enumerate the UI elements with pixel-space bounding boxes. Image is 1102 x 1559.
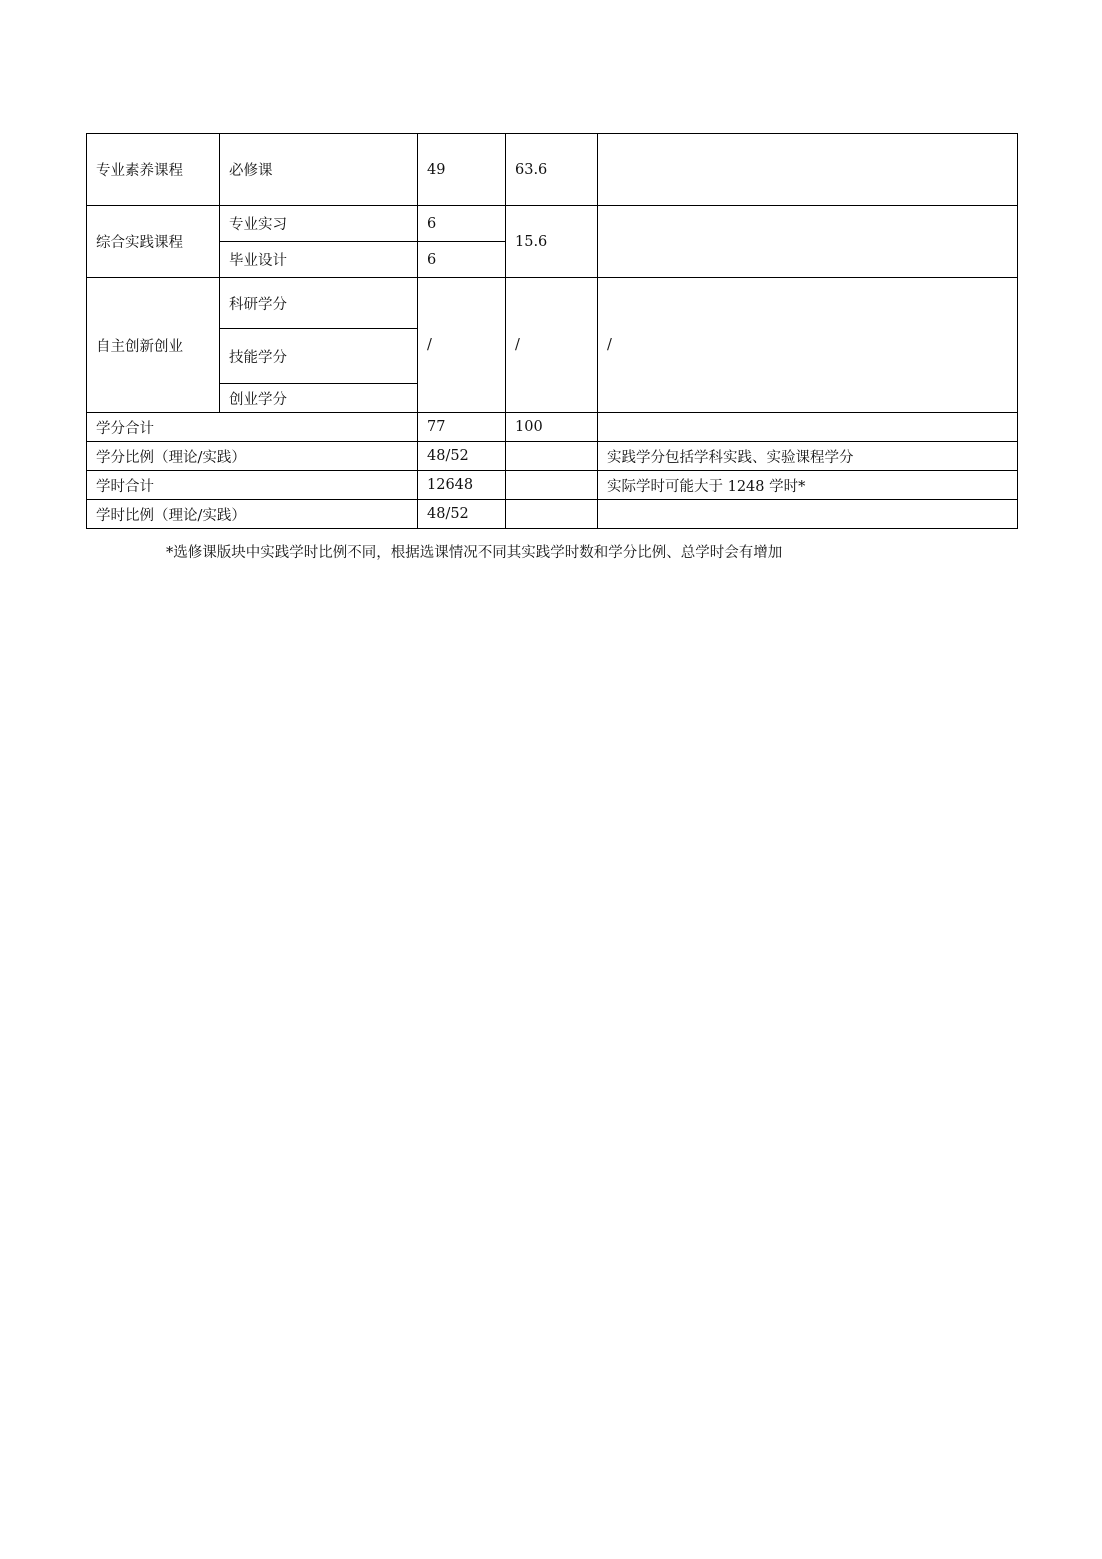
percent-cell [506,442,598,471]
credit-summary-table [86,133,1018,529]
percent-cell: 100 [506,413,598,442]
table-row [87,206,1018,242]
note-cell: 实践学分包括学科实践、实验课程学分 [598,442,1018,471]
subcategory-cell: 科研学分 [220,278,418,329]
subcategory-cell: 创业学分 [220,384,418,413]
subcategory-cell: 必修课 [220,134,418,206]
category-cell: 综合实践课程 [87,206,220,278]
value-cell: 48/52 [418,442,506,471]
percent-cell: 15.6 [506,206,598,278]
value-cell: 48/52 [418,500,506,529]
note-cell [598,134,1018,206]
table-row [87,471,1018,500]
note-cell [598,206,1018,278]
footnote: *选修课版块中实践学时比例不同，根据选课情况不同其实践学时数和学分比例、总学时会有增加 [166,545,783,561]
note-cell: 实际学时可能大于 1248 学时* [598,471,1018,500]
note-cell [598,500,1018,529]
subcategory-cell: 专业实习 [220,206,418,242]
table-row [87,413,1018,442]
credits-cell: 77 [418,413,506,442]
table-row [87,500,1018,529]
table-row [87,134,1018,206]
subcategory-cell: 毕业设计 [220,242,418,278]
summary-label-cell: 学时比例（理论/实践） [87,500,418,529]
percent-cell [506,471,598,500]
credits-cell: 6 [418,242,506,278]
percent-cell: 63.6 [506,134,598,206]
percent-cell: / [506,278,598,413]
summary-label-cell: 学分比例（理论/实践） [87,442,418,471]
table-row [87,442,1018,471]
credits-cell: 6 [418,206,506,242]
category-cell: 自主创新创业 [87,278,220,413]
summary-label-cell: 学分合计 [87,413,418,442]
summary-label-cell: 学时合计 [87,471,418,500]
category-cell: 专业素养课程 [87,134,220,206]
credits-cell: / [418,278,506,413]
credits-cell: 49 [418,134,506,206]
percent-cell [506,500,598,529]
table-row [87,278,1018,329]
subcategory-cell: 技能学分 [220,329,418,384]
value-cell: 12648 [418,471,506,500]
note-cell: / [598,278,1018,413]
note-cell [598,413,1018,442]
